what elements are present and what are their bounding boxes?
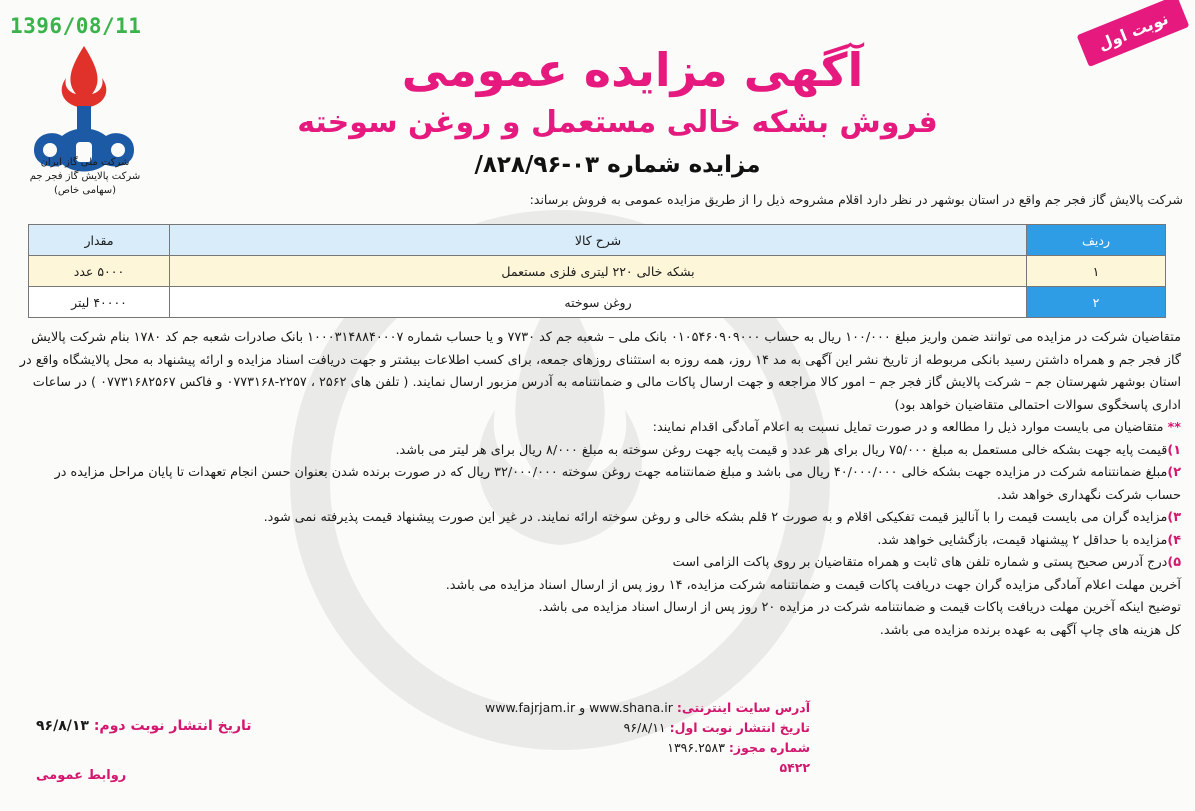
notice-title: آگهی مزایده عمومی [401,43,864,97]
condition-number: ۳) [1167,510,1181,525]
logo-org-line: شرکت ملی گاز ایران [40,157,130,168]
items-table [28,224,1166,318]
footer-info [410,698,810,778]
cell-desc: بشکه خالی ۲۲۰ لیتری فلزی مستعمل [170,256,1027,287]
note-mark: ** [1167,420,1181,435]
condition-text: مزایده با حداقل ۲ پیشنهاد قیمت، بازگشایی خواهد شد. [877,532,1168,548]
condition-item [18,440,1181,463]
col-header-row: ردیف [1027,225,1166,256]
round-badge: نوبت اول [1077,0,1190,67]
condition-text: درج آدرس صحیح پستی و شماره تلفن های ثابت و همراه متقاضیان بر روی پاکت الزامی است [672,555,1168,570]
body-paragraph: متقاضیان شرکت در مزایده می توانند ضمن واریز مبلغ ۱۰۰/۰۰۰ ریال به حساب ۰۱۰۵۴۶۰۹۰۹۰۰۰ بانک ملی – شعبه جم کد ۷۷۳۰ و یا حساب شماره ۱۰۰۰۳۱۴۸۸۴۰۰۰۷ بانک صادرات شعبه جم کد ۱۷۸۰ بنام شرکت پالایش گاز فجر جم و همراه داشتن رسید بانکی مربوطه از تاریخ نشر این آگهی به مد ۱۴ روز، همه روزه به استثنای روزهای جمعه، برای کسب اطلاعات بیشتر و جهت دریافت اسناد مزایده و ارائه پیشنهاد به محل پالایشگاه واقع در استان بوشهر شهرستان جم – شرکت پالایش گاز فجر جم – امور کالا مراجعه و جهت ارسال پاکات مالی و ضمانتنامه به آدرس مزبور ارسال نمایند. ( تلفن های ۲۵۶۲ ، ۲۲۵۷-۰۷۷۳۱۶۸ و فاکس ۰۷۷۳۱۶۸۲۵۶۷ ) در ساعات اداری پاسخگوی سوالات احتمالی متقاضیان خواهد بود) [19,330,1181,413]
condition-text: قیمت پایه جهت بشکه خالی مستعمل به مبلغ ۷۵/۰۰۰ ریال برای هر عدد و قیمت پایه جهت روغن سوخته به مبلغ ۸/۰۰۰ ریال برای هر لیتر می باشد. [395,442,1168,458]
cell-row: ۲ [1027,287,1166,318]
pub1-label: تاریخ انتشار نوبت اول: [669,720,810,735]
website-links[interactable]: www.shana.ir و www.fajrjam.ir [485,700,673,715]
condition-text: مزایده گران می بایست قیمت را با آنالیز قیمت تفکیکی اقلام و به صورت ۲ قلم بشکه خالی و روغن سوخته ارائه نمایند. در غیر این صورت پیشنهاد قیمت پذیرفته نمی شود. [263,510,1168,525]
auction-number: مزایده شماره ۰۳-۸۲۸/۹۶/ [474,152,761,178]
cell-qty: ۴۰۰۰۰ لیتر [29,287,170,318]
ad-code: ۵۴۲۲ [779,760,810,775]
col-header-desc: شرح کالا [170,225,1027,256]
cell-desc: روغن سوخته [170,287,1027,318]
reg-value: ۱۳۹۶.۲۵۸۳ [667,740,725,755]
pub2-value: ۹۶/۸/۱۳ [36,718,89,734]
website-line [410,698,810,718]
condition-number: ۱) [1167,442,1181,458]
table-header-row [29,225,1166,256]
condition-text: مبلغ ضمانتنامه شرکت در مزایده جهت بشکه خالی ۴۰/۰۰۰/۰۰۰ ریال می باشد و مبلغ ضمانتنامه جهت روغن سوخته ۳۲/۰۰۰/۰۰۰ ریال که در صورت برنده شدن بعنوان حسن انجام تعهدات تا پایان مراحل مزایده در حساب شرکت نگهداری خواهد شد. [54,465,1181,503]
condition-number: ۲) [1167,465,1181,480]
pub1-line [410,718,810,738]
cell-qty: ۵۰۰۰ عدد [29,256,170,287]
cost-note: کل هزینه های چاپ آگهی به عهده برنده مزایده می باشد. [879,622,1181,638]
table-row [29,287,1166,318]
pub2-line [36,718,252,734]
notice-subtitle: فروش بشکه خالی مستعمل و روغن سوخته [297,105,938,140]
table-row [29,256,1166,287]
public-relations-signature: روابط عمومی [36,768,127,783]
cell-row: ۱ [1027,256,1166,287]
condition-item [18,552,1181,575]
notice-body [18,327,1181,642]
condition-item [18,530,1181,553]
deadline-note: توضیح اینکه آخرین مهلت دریافت پاکات قیمت و ضمانتنامه شرکت در مزایده ۲۰ روز پس از ارسال اسناد مزایده می باشد. [538,600,1181,615]
col-header-qty: مقدار [29,225,170,256]
logo-org-line: شرکت پالایش گاز فجر جم [29,171,141,182]
website-label: آدرس سایت اینترنتی: [676,700,810,715]
code-line [410,758,810,778]
condition-item [18,462,1181,507]
condition-number: ۵) [1167,555,1181,570]
pub1-value: ۹۶/۸/۱۱ [623,720,666,735]
deadline-text: آخرین مهلت اعلام آمادگی مزایده گران جهت دریافت پاکات قیمت و ضمانتنامه شرکت مزایده، ۱۴ روز پس از ارسال اسناد مزایده می باشد. [445,577,1181,593]
date-stamp: 1396/08/11 [10,14,142,38]
intro-text: شرکت پالایش گاز فجر جم واقع در استان بوشهر در نظر دارد اقلام مشروحه ذیل را از طریق مزایده عمومی به فروش برساند: [529,192,1183,207]
reg-label: شماره مجوز: [728,740,810,755]
reg-line [410,738,810,758]
note-intro [18,417,1181,440]
pub2-label: تاریخ انتشار نوبت دوم: [93,718,252,734]
condition-item [18,507,1181,530]
condition-number: ۴) [1167,532,1181,548]
logo-org-line: (سهامی خاص) [53,185,117,196]
note-intro-text: متقاضیان می بایست موارد ذیل را مطالعه و در صورت تمایل نسبت به اعلام آمادگی اقدام نمایند: [652,420,1164,435]
